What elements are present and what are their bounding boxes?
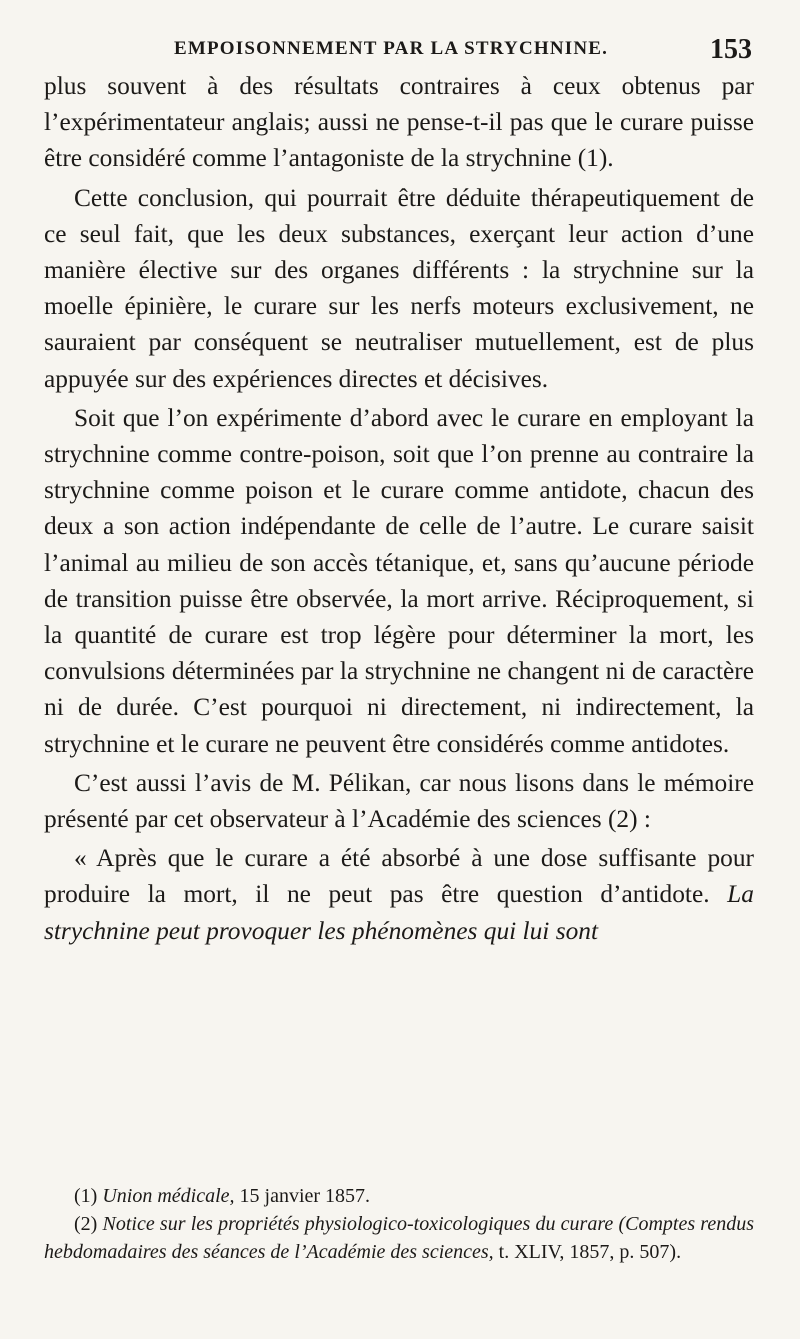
footnote-number: (1) — [74, 1185, 98, 1207]
footnotes — [44, 1182, 754, 1266]
running-header — [44, 28, 754, 68]
paragraph: Cette conclusion, qui pourrait être déduite thérapeutiquement de ce seul fait, que les deux substances, exerçant leur action d’une manière élective sur des organes différents : la strychnine sur la moelle épinière, le curare sur les nerfs moteurs exclusivement, ne sauraient par conséquent se neutraliser mutuellement, est de plus appuyée sur des expériences directes et décisives. — [44, 183, 754, 393]
quoted-paragraph — [44, 840, 754, 949]
paragraph: Soit que l’on expérimente d’abord avec le curare en employant la strychnine comme contre-poison, soit que l’on prenne au contraire la strychnine comme poison et le curare comme antidote, chacun des deux a son action indépendante de celle de l’autre. Le curare saisit l’animal au milieu de son accès tétanique, et, sans qu’aucune période de transition puisse être observée, la mort arrive. Réciproquement, si la quantité de curare est trop légère pour déterminer la mort, les convulsions déterminées par la strychnine ne changent ni de caractère ni de durée. C’est pourquoi ni directement, ni indirectement, la strychnine et le curare ne peuvent être considérés comme antidotes. — [44, 403, 754, 758]
footnote — [44, 1210, 754, 1266]
paragraph: plus souvent à des résultats contraires à ceux obtenus par l’expérimentateur anglais; aussi ne pense-t-il pas que le curare puisse être considéré comme l’antagoniste de la strychnine (1). — [44, 72, 754, 173]
footnote-reference: t. XLIV, 1857, p. 507). — [493, 1241, 682, 1263]
body-text — [44, 68, 754, 949]
quote-roman-text: « Après que le curare a été absorbé à une dose suffisante pour produire la mort, il ne peut pas être question d’antidote. — [44, 844, 754, 909]
page-number: 153 — [710, 34, 752, 65]
quote-italic-text: La strychnine peut provoquer les phénomènes qui lui sont — [44, 880, 754, 945]
footnote-source: Union médicale, — [102, 1185, 235, 1207]
running-title: EMPOISONNEMENT PAR LA STRYCHNINE. — [174, 38, 609, 59]
paragraph: C’est aussi l’avis de M. Pélikan, car nous lisons dans le mémoire présenté par cet observateur à l’Académie des sciences (2) : — [44, 768, 754, 834]
footnote — [44, 1182, 754, 1210]
footnote-number: (2) — [74, 1213, 98, 1235]
footnote-source: Notice sur les propriétés physiologico-toxicologiques du curare (Comptes rendus hebdomadaires des séances de l’Académie des sciences, — [44, 1213, 754, 1263]
footnote-date: 15 janvier 1857. — [234, 1185, 371, 1207]
